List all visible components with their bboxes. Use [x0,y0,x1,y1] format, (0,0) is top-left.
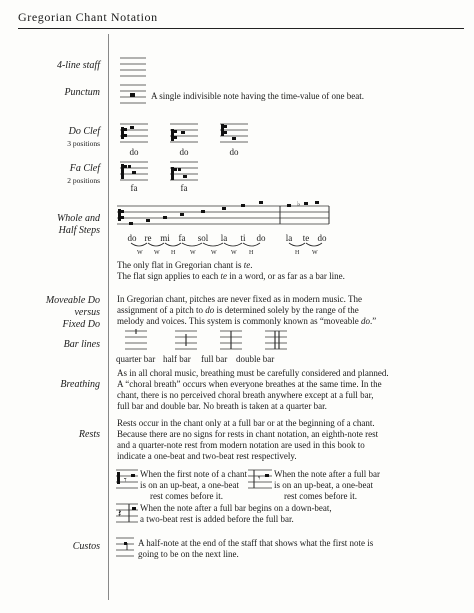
fa-note-2 [183,175,187,178]
rest-example-3-line-1: When the note after a full bar begins on a down-beat, [140,503,332,513]
rest-example-1-line-3: rest comes before it. [150,491,223,501]
scale-syllable: la [285,233,293,243]
interval-letter: W [211,250,217,256]
do-clef-label: Do Clef [68,126,100,137]
do-clef-sign-3 [221,124,224,136]
fa-clef-sub: 2 positions [67,176,100,185]
do-clef-sign-1 [121,127,124,139]
interval-letter: H [249,250,254,256]
interval-arcs [117,242,332,250]
bar-line-examples [125,329,385,351]
scale-syllable: sol [197,233,209,243]
interval-letter: H [171,250,176,256]
custos-line-1: A half-note at the end of the staff that shows what the first note is [138,538,374,548]
scale-staff [117,200,332,233]
scale-syllable: mi [160,233,170,243]
scale-do-clef [118,209,121,221]
punctum-note [130,93,135,97]
custos-staff [116,535,136,559]
fa-note-1 [132,171,136,174]
custos-note [124,542,127,545]
flat-sign-icon: ♭ [297,200,301,208]
scale-syllable: fa [178,233,186,243]
scale-syllable: te [302,233,310,243]
moveable-line-2: assignment of a pitch to do is determined solely by the range of the [117,305,359,315]
bar-lines-label: Bar lines [63,339,100,350]
breathing-line-4: full bar and double bar. No breath is taken at a quarter bar. [117,401,327,411]
custos-label: Custos [72,541,100,552]
eighth-rest-icon: 𝄾 [258,474,261,484]
double-bar-caption: double bar [236,354,275,364]
rest-example-1-staff [116,468,138,490]
scale-syllable: do [256,233,266,243]
interval-letter: W [154,250,160,256]
do-note-3 [232,137,236,140]
column-divider [108,34,109,600]
fa-clef-sign-1 [121,164,124,179]
eighth-rest-icon: 𝄾 [124,475,127,486]
moveable-line-1: In Gregorian chant, pitches are never fixed as in modern music. The [117,294,362,304]
steps-label-1: Whole and [56,213,100,224]
scale-syllable: do [127,233,137,243]
punctum-description: A single indivisible note having the time-value of one beat. [151,91,364,101]
do-clef-sign-2 [171,129,174,141]
rests-line-1: Rests occur in the chant only at a full bar or at the beginning of a chant. [117,418,375,428]
quarter-rest-icon: 𝄽 [118,507,122,520]
do-clef-staves [120,123,270,147]
scale-syllable: do [317,233,327,243]
scale-syllable: la [220,233,228,243]
custos-line-2: going to be on the next line. [138,549,239,559]
interval-letters [117,250,332,259]
do-note-2 [181,131,185,134]
interval-letter: W [231,250,237,256]
interval-letter: W [190,250,196,256]
rest-example-1-line-1: When the first note of a chant [140,469,247,479]
do-note-1 [130,126,134,129]
moveable-label-1: Moveable Do [45,295,100,306]
breathing-line-3: chant, there is no perceived choral breath anywhere except at a full bar, [117,390,374,400]
punctum-staff [120,84,146,106]
rests-line-2: Because there are no signs for rests in chant notation, an eighth-note rest [117,429,379,439]
page-title: Gregorian Chant Notation [18,10,158,24]
rests-label: Rests [78,429,100,440]
punctum-label: Punctum [64,87,100,98]
title-rule [18,28,464,29]
moveable-line-3: melody and voices. This system is commonly known as “moveable do.” [117,316,377,326]
breathing-line-2: A “choral breath” occurs when everyone breathes at the same time. In the [117,379,382,389]
rest-example-1-line-2: is on an up-beat, a one-beat [140,480,239,490]
four-line-staff [120,57,146,79]
moveable-label-2: versus [74,307,100,318]
scale-syllable: re [144,233,152,243]
interval-letter: H [295,250,300,256]
rests-line-4: indicate a one-beat and two-beat rest respectively. [117,451,297,461]
do-syllable-2: do [179,147,189,157]
flat-note-line-1: The only flat in Gregorian chant is te. [117,260,253,270]
half-bar-caption: half bar [163,354,191,364]
rest-example-2-line-3: rest comes before it. [284,491,357,501]
do-syllable-3: do [229,147,239,157]
rest-example-2-line-1: When the note after a full bar [274,469,380,479]
scale-syllables [117,233,332,259]
interval-letter: W [137,250,143,256]
rest-example-2-staff [248,468,272,490]
moveable-label-3: Fixed Do [62,319,100,330]
rest-example-3-staff [116,501,138,525]
quarter-bar-caption: quarter bar [116,354,156,364]
breathing-label: Breathing [60,379,100,390]
staff-label: 4-line staff [56,60,100,71]
interval-letter: W [312,250,318,256]
rest-example-2-line-2: is on an up-beat, a one-beat [274,480,373,490]
fa-clef-sign-2 [171,167,174,180]
fa-clef-staves [120,161,220,185]
scale-syllable: ti [240,233,246,243]
flat-note-line-2: The flat sign applies to each te in a word, or as far as a bar line. [117,271,345,281]
fa-clef-label: Fa Clef [69,163,100,174]
do-syllable-1: do [129,147,139,157]
do-clef-sub: 3 positions [67,139,100,148]
rest-example-3-line-2: a two-beat rest is added before the full bar. [140,514,294,524]
steps-label-2: Half Steps [58,225,100,236]
fa-syllable-1: fa [130,183,138,193]
breathing-line-1: As in all choral music, breathing must be carefully considered and planned. [117,368,389,378]
full-bar-caption: full bar [201,354,228,364]
fa-syllable-2: fa [180,183,188,193]
rests-line-3: and a quarter-note rest from modern notation are used in this book to [117,440,365,450]
